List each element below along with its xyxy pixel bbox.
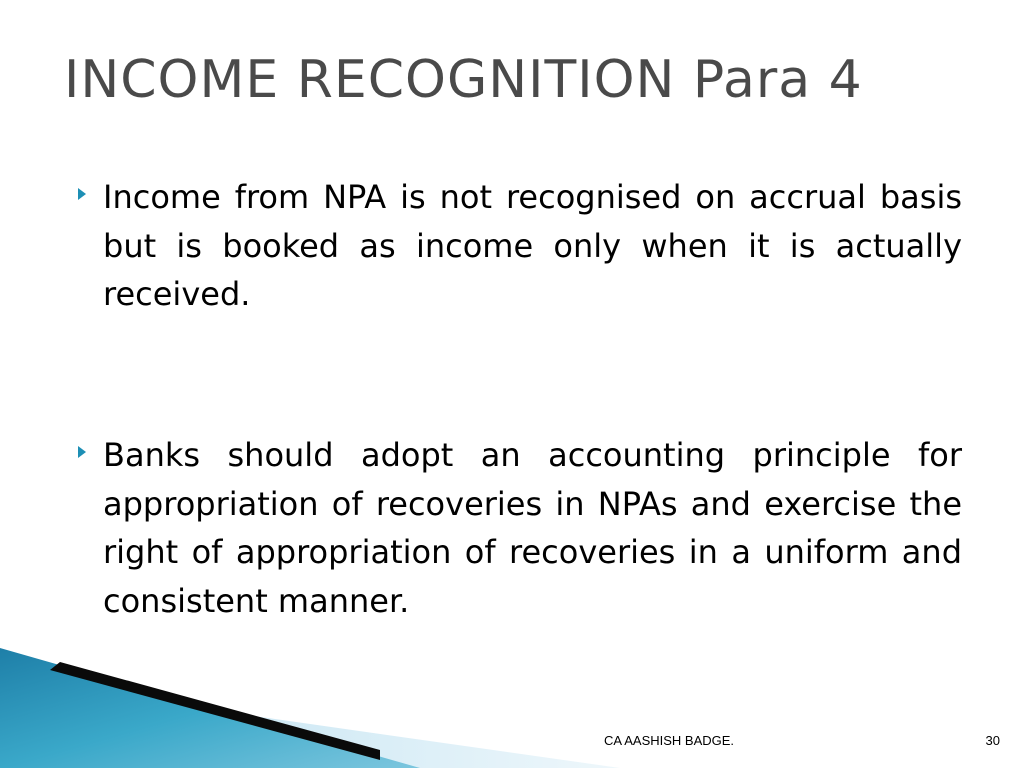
footer-author: CA AASHISH BADGE.	[604, 733, 735, 748]
slide-number: 30	[985, 733, 1000, 748]
triangle-right-icon	[78, 188, 86, 200]
bullet-item	[78, 431, 962, 625]
bullet-text: Banks should adopt an accounting principle for appropriation of recoveries in NPAs and exercise the right of appropriation of recoveries in a uniform and consistent manner.	[103, 436, 962, 620]
triangle-right-icon	[78, 446, 86, 458]
slide-title: INCOME RECOGNITION Para 4	[64, 50, 863, 110]
bullet-text: Income from NPA is not recognised on accrual basis but is booked as income only when it is actually received.	[103, 178, 962, 313]
bullet-item	[78, 173, 962, 319]
